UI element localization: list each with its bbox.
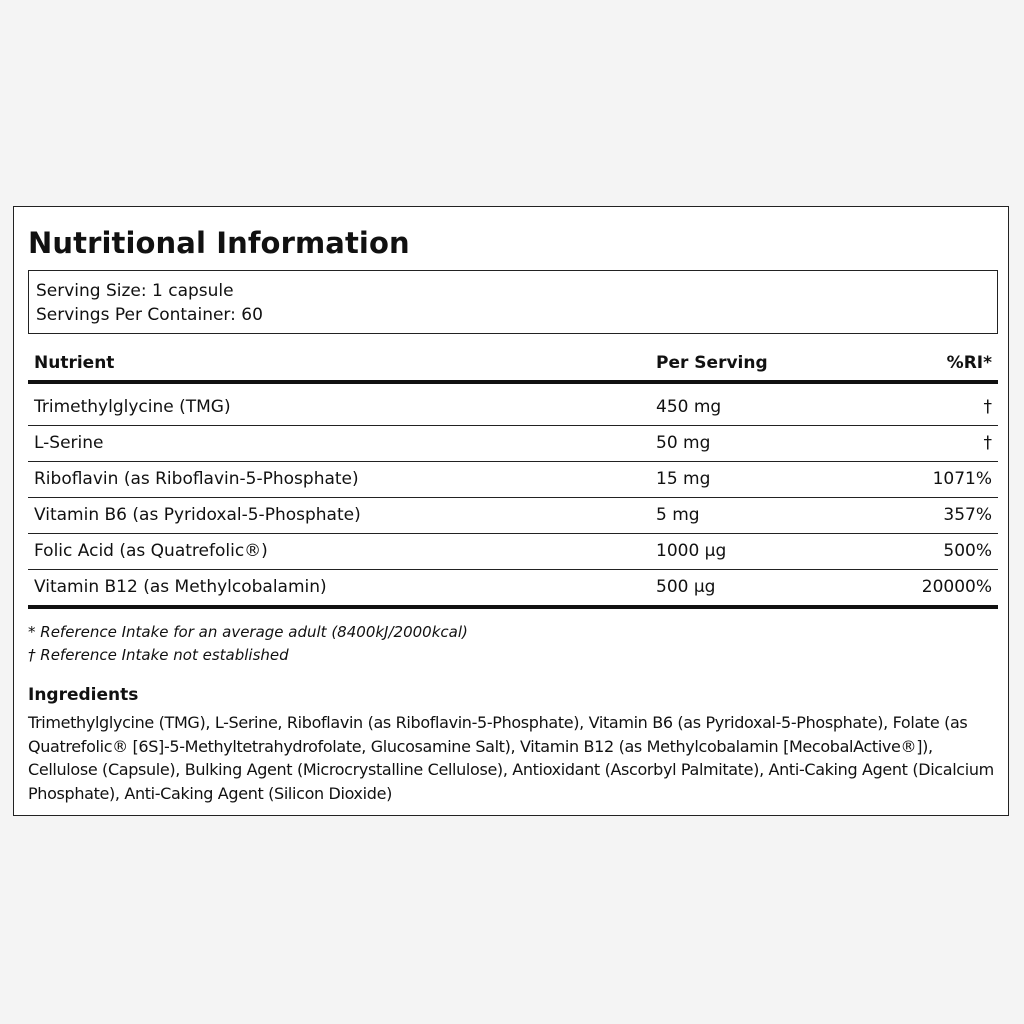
panel-title: Nutritional Information bbox=[28, 226, 410, 260]
footnote-ri: * Reference Intake for an average adult (8400kJ/2000kcal) bbox=[28, 623, 468, 641]
nutrient-name: Vitamin B6 (as Pyridoxal-5-Phosphate) bbox=[28, 497, 650, 533]
nutrition-panel bbox=[13, 206, 1009, 816]
nutrient-amount: 5 mg bbox=[650, 497, 892, 533]
nutrient-amount: 1000 µg bbox=[650, 533, 892, 569]
nutrient-name: Vitamin B12 (as Methylcobalamin) bbox=[28, 569, 650, 607]
servings-per-container: Servings Per Container: 60 bbox=[36, 305, 263, 325]
nutrient-ri: † bbox=[892, 425, 998, 461]
table-header-row bbox=[28, 345, 998, 382]
nutrient-amount: 15 mg bbox=[650, 461, 892, 497]
nutrient-name: L-Serine bbox=[28, 425, 650, 461]
header-per-serving: Per Serving bbox=[650, 345, 892, 382]
ingredients-text: Trimethylglycine (TMG), L-Serine, Riboflavin (as Riboflavin-5-Phosphate), Vitamin B6 (as Pyridoxal-5-Phosphate), Folate (as Quatrefolic® [6S]-5-Methyltetrahydrofolate, Glucosamine Salt), Vitamin B12 (as Methylcobalamin [MecobalActive®]), Cellulose (Capsule), Bulking Agent (Microcrystalline Cellulose), Antioxidant (Ascorbyl Palmitate), Anti-Caking Agent (Dicalcium Phosphate), Anti-Caking Agent (Silicon Dioxide) bbox=[28, 713, 994, 803]
nutrient-ri: † bbox=[892, 382, 998, 425]
table-row bbox=[28, 497, 998, 533]
nutrient-ri: 357% bbox=[892, 497, 998, 533]
serving-info-box bbox=[28, 270, 998, 334]
nutrient-ri: 20000% bbox=[892, 569, 998, 607]
serving-size: Serving Size: 1 capsule bbox=[36, 281, 234, 301]
nutrient-name: Riboflavin (as Riboflavin-5-Phosphate) bbox=[28, 461, 650, 497]
nutrient-amount: 500 µg bbox=[650, 569, 892, 607]
nutrient-table bbox=[28, 345, 998, 609]
nutrient-name: Folic Acid (as Quatrefolic®) bbox=[28, 533, 650, 569]
table-row bbox=[28, 382, 998, 425]
table-row bbox=[28, 425, 998, 461]
table-row bbox=[28, 533, 998, 569]
nutrient-ri: 500% bbox=[892, 533, 998, 569]
table-row bbox=[28, 461, 998, 497]
ingredients-heading: Ingredients bbox=[28, 685, 139, 705]
footnote-not-established: † Reference Intake not established bbox=[28, 646, 289, 664]
nutrient-name: Trimethylglycine (TMG) bbox=[28, 382, 650, 425]
table-row bbox=[28, 569, 998, 607]
header-ri: %RI* bbox=[892, 345, 998, 382]
nutrient-ri: 1071% bbox=[892, 461, 998, 497]
footnotes bbox=[28, 621, 468, 667]
nutrient-amount: 50 mg bbox=[650, 425, 892, 461]
nutrient-amount: 450 mg bbox=[650, 382, 892, 425]
header-nutrient: Nutrient bbox=[28, 345, 650, 382]
